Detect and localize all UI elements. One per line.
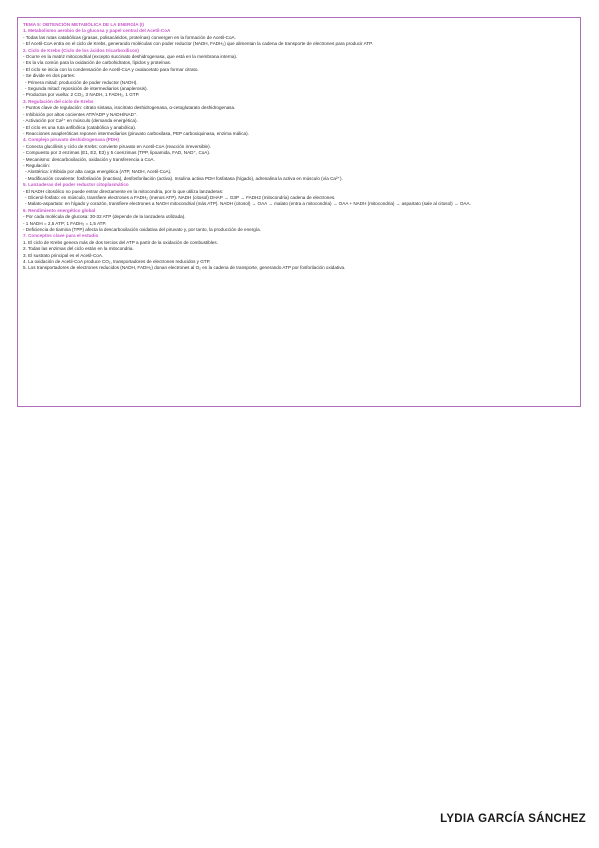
section-heading: 3. Regulación del ciclo de Krebs [23, 98, 94, 104]
sub-bullet: - Primera mitad: producción de poder reductor (NADH). [25, 79, 138, 85]
bullet-line: - El Acetil-CoA entra en el ciclo de Krebs, generando moléculas con poder reductor (NADH, FADH₂) que alimentan la cadena de transporte de electrones para producir ATP. [23, 41, 373, 47]
sub-bullet: - Glicerol-fosfato: en músculo, transfiere electrones a FADH₂ (menos ATP). NADH (citosol) DHAP → G3P → FADH2 (mitocondria) cadena de electrones. [25, 194, 336, 200]
section-heading: 5. Lanzaderas del poder reductor citoplasmático [23, 182, 129, 188]
notes-card [17, 17, 581, 407]
bullet-line: 3. El sustrato principal es el Acetil-CoA. [23, 252, 104, 258]
bullet-line: - 1 NADH = 2,5 ATP; 1 FADH₂ = 1,5 ATP. [23, 220, 107, 226]
bullet-line: - Productos por vuelta: 2 CO₂, 3 NADH, 1 FADH₂, 1 GTP. [23, 92, 140, 98]
notes-body [23, 28, 575, 271]
sub-bullet: - Malato-aspartato: en hígado y corazón, transfiere electrones a NADH mitocondrial (más ATP). NADH (citosol) → OAA → malato (entra a mitocondria) → OAA + NADH (mitocondria) → aspartato (sale al citosol) → OAA. [25, 201, 471, 207]
bullet-line: 1. El ciclo de Krebs genera más de dos tercios del ATP a partir de la oxidación de combustibles. [23, 239, 218, 245]
section-heading: 7. Conceptos clave para el estudio [23, 233, 99, 239]
bullet-line: - Activación por Ca²⁺ en músculo (demanda energética). [23, 118, 138, 124]
bullet-line: - Ocurre en la matriz mitocondrial (excepto succinato deshidrogenasa, que está en la membrana interna). [23, 54, 238, 60]
bullet-line: - Mecanismo: descarboxilación, oxidación y transferencia a CoA. [23, 156, 155, 162]
section-heading: 6. Rendimiento energético global [23, 207, 96, 213]
bullet-line: - El NADH citosólico no puede entrar directamente en la mitocondria, por lo que utiliza lanzaderas: [23, 188, 224, 194]
section-heading: 4. Complejo piruvato deshidrogenasa (PDH) [23, 137, 119, 143]
bullet-line: - Compuesto por 3 enzimas (E1, E2, E3) y 5 coenzimas (TPP, lipoamida, FAD, NAD⁺, CoA). [23, 150, 211, 156]
bullet-line: - Todas las rutas catabólicas (grasas, polisacáridos, proteínas) convergen en la formación de Acetil-CoA. [23, 34, 236, 40]
bullet-line: 5. Los transportadores de electrones reducidos (NADH, FADH₂) donan electrones al O₂ en la cadena de transporte, generando ATP por fosforilación oxidativa. [23, 265, 346, 271]
sub-bullet: - Modificación covalente: fosforilación (inactiva), desfosforilación (activa). Insulina activa PDH fosfatasa (hígado), adrenalina la activa en músculo (vía Ca²⁺). [25, 175, 343, 181]
sub-bullet: - Segunda mitad: reposición de intermediarios (anaplerosis). [25, 86, 148, 92]
bullet-line: 2. Todas las enzimas del ciclo están en la mitocondria. [23, 246, 134, 252]
bullet-line: - Inhibición por altos cocientes ATP/ADP y NADH/NAD⁺. [23, 111, 138, 117]
bullet-line: - El ciclo se inicia con la condensación de Acetil-CoA y oxalacetato para formar citrato. [23, 66, 199, 72]
sub-bullet: - Alostérica: inhibida por alta carga energética (ATP, NADH, Acetil-CoA). [25, 169, 172, 175]
bullet-line: - Por cada molécula de glucosa: 30-32 ATP (depende de la lanzadera utilizada). [23, 214, 186, 220]
bullet-line: - Conecta glucólisis y ciclo de Krebs: convierte piruvato en Acetil-CoA (reacción irreversible). [23, 143, 211, 149]
bullet-line: - Deficiencia de tiamina (TPP) afecta la descarboxilación oxidativa del piruvato y, por tanto, la producción de energía. [23, 227, 261, 232]
bullet-line: - Se divide en dos partes: [23, 73, 76, 79]
author-name: LYDIA GARCÍA SÁNCHEZ [440, 813, 586, 825]
bullet-line: - Reacciones anapleróticas reponen intermediarios (piruvato carboxilasa, PEP carboxiquinasa, enzima málica). [23, 130, 249, 136]
bullet-line: - Puntos clave de regulación: citrato sintasa, isocitrato deshidrogenasa, α-cetoglutarato deshidrogenasa. [23, 105, 236, 111]
bullet-line: - El ciclo es una ruta anfibólica (catabólica y anabólica). [23, 124, 137, 130]
document-title: TEMA 5: OBTENCIÓN METABÓLICA DE LA ENERGÍA (I) [23, 22, 144, 27]
section-heading: 2. Ciclo de Krebs (Ciclo de los ácidos tricarboxílicos) [23, 47, 139, 53]
bullet-line: 4. La oxidación de Acetil-CoA produce CO₂, transportadores de electrones reducidos y GTP. [23, 259, 211, 265]
bullet-line: - Es la vía común para la oxidación de carbohidratos, lípidos y proteínas. [23, 60, 172, 66]
bullet-line: - Regulación: [23, 162, 51, 168]
section-heading: 1. Metabolismo aerobio de la glucosa y papel central del Acetil-CoA [23, 28, 171, 34]
